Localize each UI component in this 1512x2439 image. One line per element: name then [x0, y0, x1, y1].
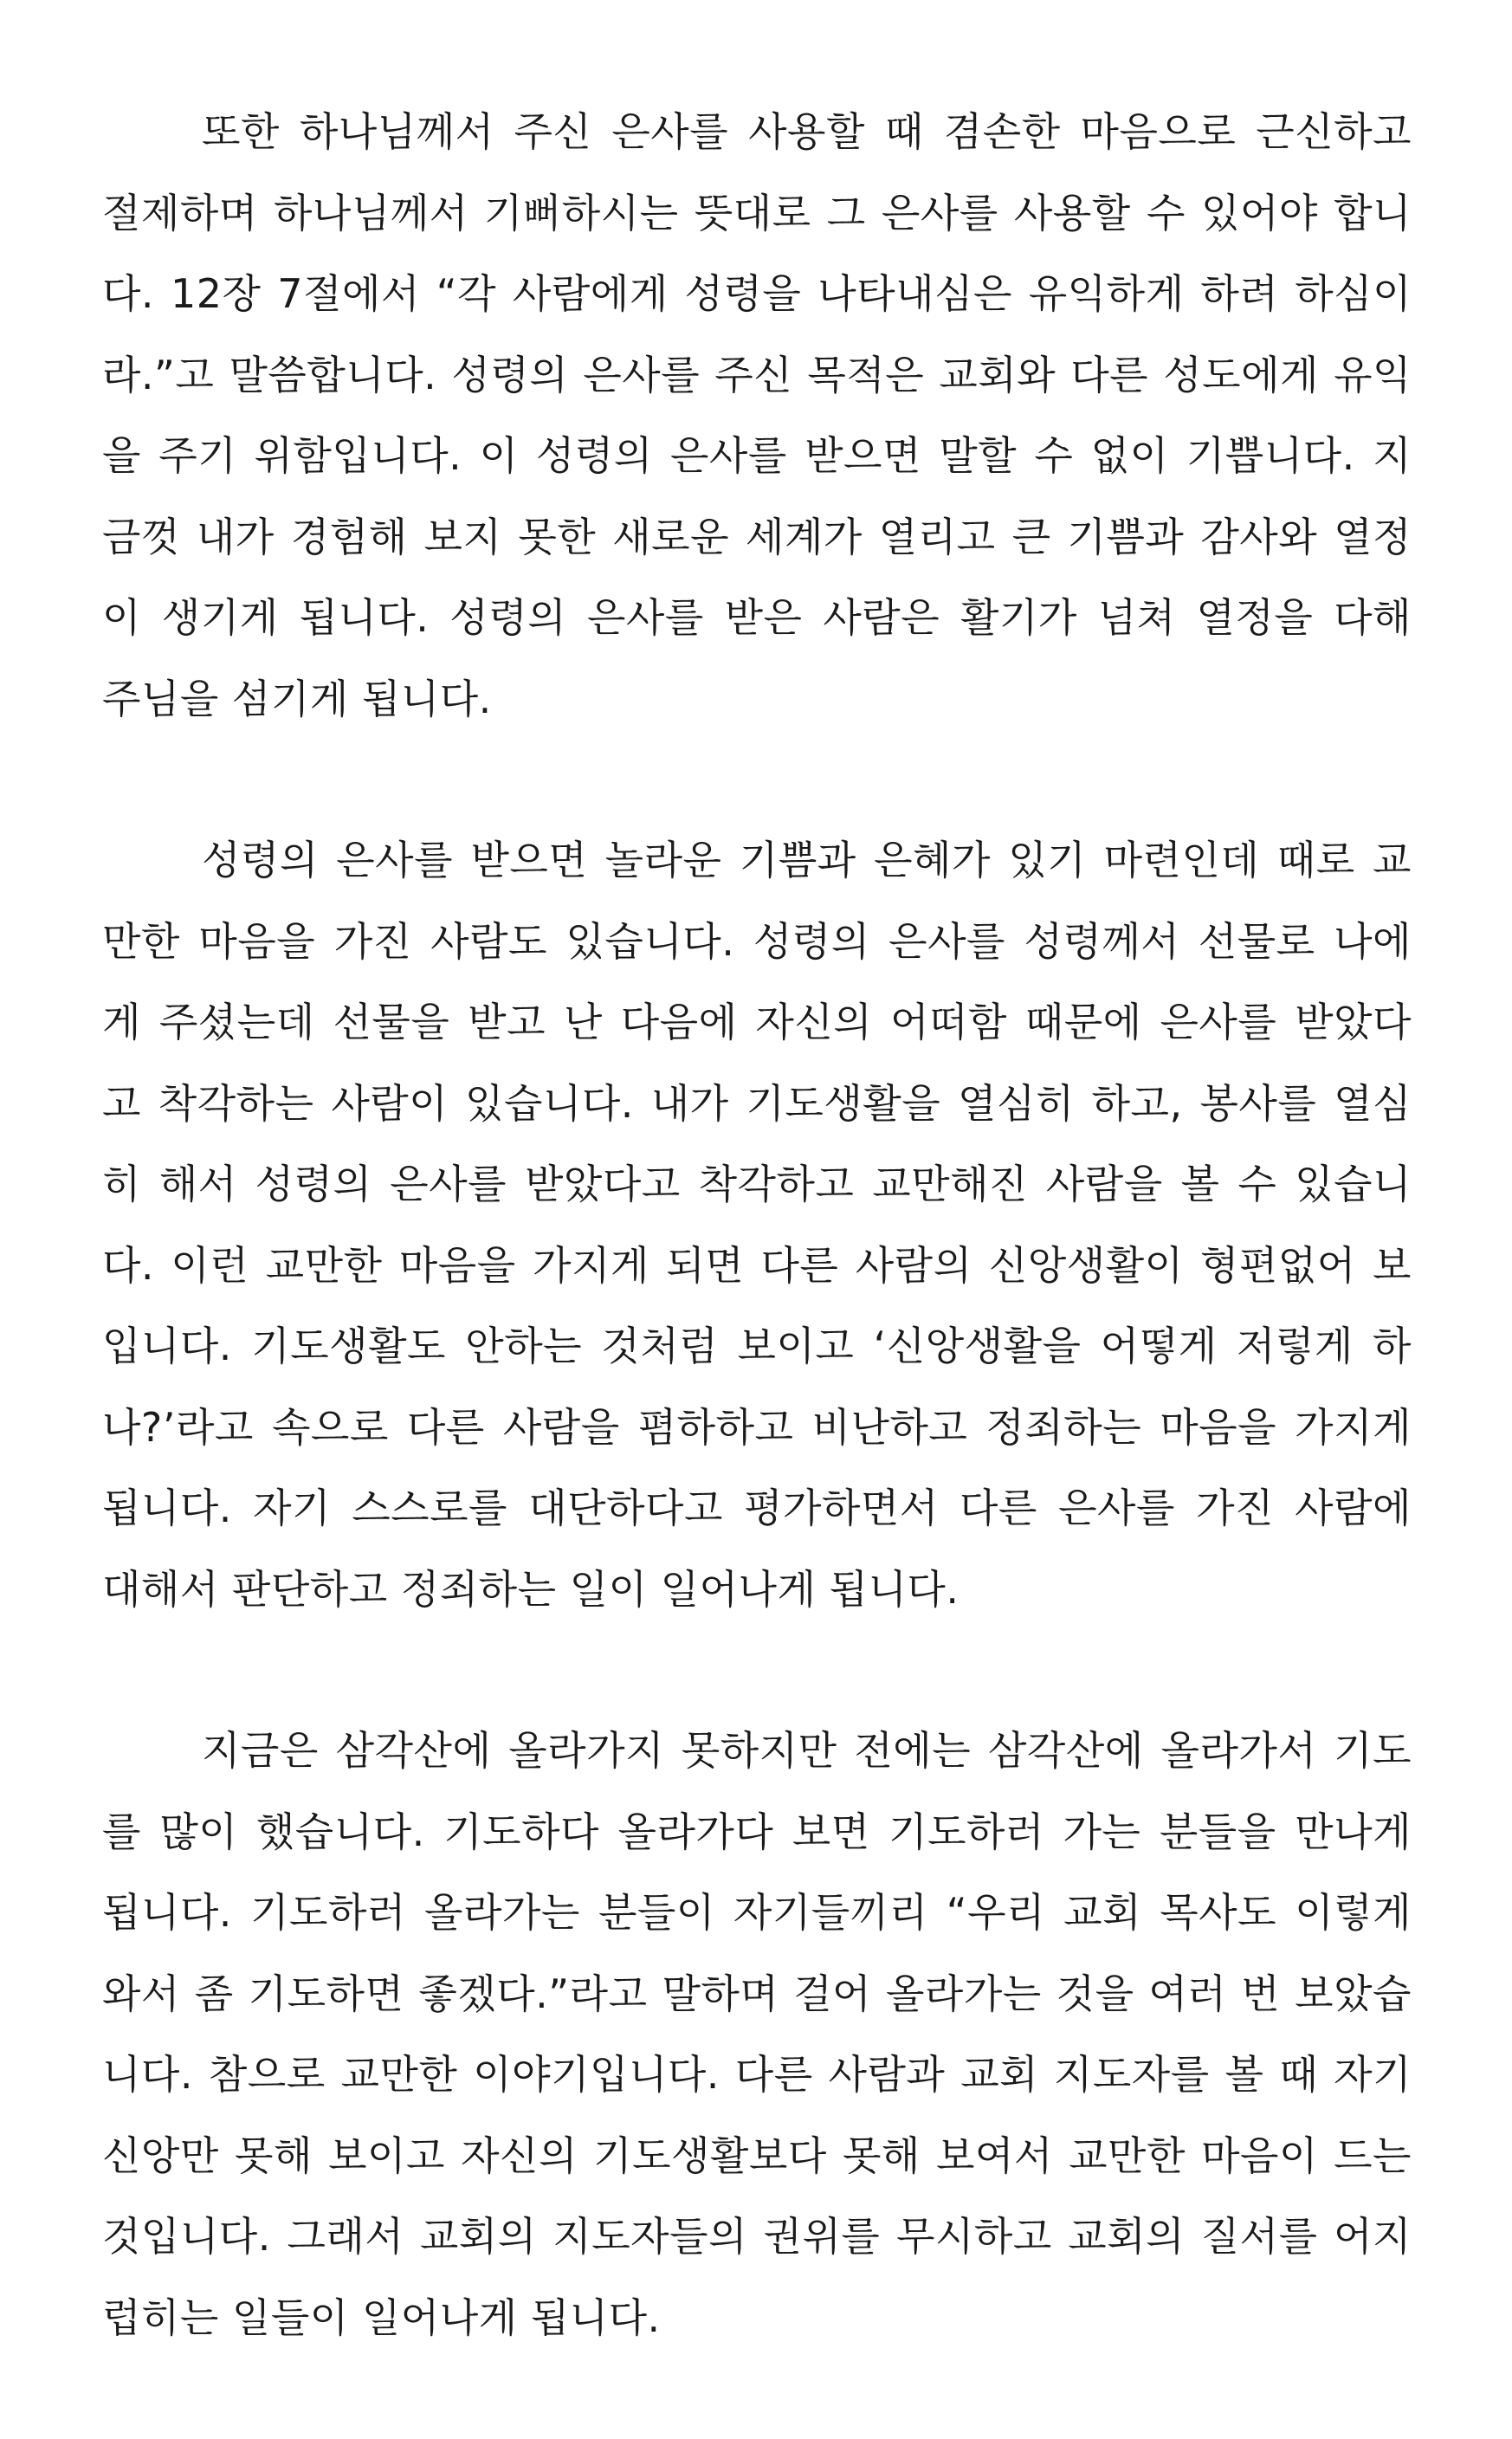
- text-line: 다. 이런 교만한 마음을 가지게 되면 다른 사람의 신앙생활이 형편없어 보: [102, 1241, 1412, 1289]
- text-line: 라.”고 말씀합니다. 성령의 은사를 주신 목적은 교회와 다른 성도에게 유익: [102, 351, 1412, 398]
- paragraph-1: [102, 92, 1412, 740]
- document-page: [102, 92, 1412, 2439]
- text-line: 만한 마음을 가진 사람도 있습니다. 성령의 은사를 성령께서 선물로 나에: [102, 917, 1412, 965]
- text-line: 을 주기 위함입니다. 이 성령의 은사를 받으면 말할 수 없이 기쁩니다. 지: [102, 432, 1412, 479]
- text-line: 를 많이 했습니다. 기도하다 올라가다 보면 기도하러 가는 분들을 만나게: [102, 1808, 1412, 1855]
- text-line: 이 생기게 됩니다. 성령의 은사를 받은 사람은 활기가 넘쳐 열정을 다해: [102, 594, 1412, 641]
- paragraph-2: [102, 820, 1412, 1630]
- text-line: 럽히는 일들이 일어나게 됩니다.: [102, 2293, 661, 2341]
- text-line: 됩니다. 기도하러 올라가는 분들이 자기들끼리 “우리 교회 목사도 이렇게: [102, 1889, 1412, 1936]
- text-line: 됩니다. 자기 스스로를 대단하다고 평가하면서 다른 은사를 가진 사람에: [102, 1485, 1412, 1531]
- text-line: 주님을 섬기게 됩니다.: [102, 675, 492, 722]
- text-line: 입니다. 기도생활도 안하는 것처럼 보이고 ‘신앙생활을 어떻게 저렇게 하: [102, 1323, 1412, 1369]
- text-line: 와서 좀 기도하면 좋겠다.”라고 말하며 걸어 올라가는 것을 여러 번 보았습: [102, 1970, 1412, 2017]
- text-line: 것입니다. 그래서 교회의 지도자들의 권위를 무시하고 교회의 질서를 어지: [102, 2213, 1412, 2260]
- text-line: 대해서 판단하고 정죄하는 일이 일어나게 됩니다.: [102, 1565, 960, 1613]
- text-line: 다. 12장 7절에서 “각 사람에게 성령을 나타내심은 유익하게 하려 하심이: [102, 270, 1412, 317]
- text-line: 히 해서 성령의 은사를 받았다고 착각하고 교만해진 사람을 볼 수 있습니: [102, 1161, 1412, 1207]
- text-line: 지금은 삼각산에 올라가지 못하지만 전에는 삼각산에 올라가서 기도: [202, 1727, 1412, 1774]
- text-line: 절제하며 하나님께서 기뻐하시는 뜻대로 그 은사를 사용할 수 있어야 합니: [102, 189, 1412, 236]
- paragraph-3: [102, 1711, 1412, 2358]
- text-line: 또한 하나님께서 주신 은사를 사용할 때 겸손한 마음으로 근신하고: [202, 108, 1412, 155]
- text-line: 신앙만 못해 보이고 자신의 기도생활보다 못해 보여서 교만한 마음이 드는: [102, 2132, 1412, 2179]
- text-line: 금껏 내가 경험해 보지 못한 새로운 세계가 열리고 큰 기쁨과 감사와 열정: [102, 513, 1412, 560]
- text-line: 성령의 은사를 받으면 놀라운 기쁨과 은혜가 있기 마련인데 때로 교: [202, 837, 1412, 883]
- text-line: 니다. 참으로 교만한 이야기입니다. 다른 사람과 교회 지도자를 볼 때 자기: [102, 2051, 1412, 2098]
- text-line: 나?’라고 속으로 다른 사람을 폄하하고 비난하고 정죄하는 마음을 가지게: [102, 1403, 1412, 1451]
- text-line: 고 착각하는 사람이 있습니다. 내가 기도생활을 열심히 하고, 봉사를 열심: [102, 1079, 1412, 1127]
- text-line: 게 주셨는데 선물을 받고 난 다음에 자신의 어떠함 때문에 은사를 받았다: [102, 999, 1412, 1045]
